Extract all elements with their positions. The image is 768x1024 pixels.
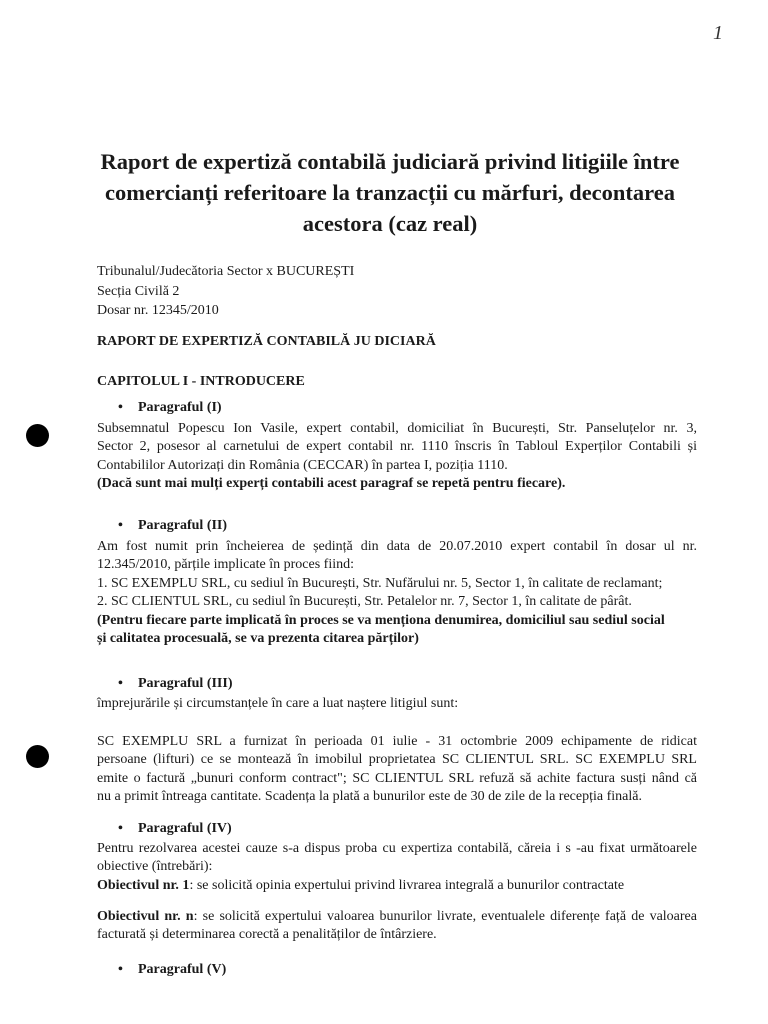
section-body-p3: [97, 733, 697, 807]
section-body-p4: [97, 840, 697, 895]
bullet-icon: •: [118, 400, 123, 415]
section-heading-p2: • Paragraful (II): [118, 518, 228, 533]
objective-label: Obiectivul nr. n: [97, 909, 194, 924]
bullet-icon: •: [118, 821, 123, 836]
section-heading-p5: • Paragraful (V): [118, 962, 227, 977]
text-line: Subsemnatul Popescu Ion Vasile, expert contabil, domiciliat în București, Str. Panseluțelor nr. 3,: [97, 421, 697, 436]
report-heading: RAPORT DE EXPERTIZĂ CONTABILĂ JU DICIARĂ: [97, 334, 436, 349]
bullet-icon: •: [118, 962, 123, 977]
court-name: Tribunalul/Judecătoria Sector x BUCUREȘTI: [97, 264, 355, 279]
section-body-p2: [97, 538, 697, 648]
objective-1: [97, 877, 697, 895]
text-line: obiective (întrebări):: [97, 859, 213, 875]
text-line: Sector 2, posesor al carnetului de expert contabil nr. 1110 înscris în Tabloul Experților Contabili și: [97, 439, 697, 455]
objective-n: [97, 908, 697, 945]
punch-hole-top: [26, 424, 49, 447]
section-heading-p4: • Paragraful (IV): [118, 821, 232, 836]
court-section: Secția Civilă 2: [97, 283, 180, 299]
objective-text: : se solicită expertului valoarea bunurilor livrate, eventualele diferențe față de valoarea: [193, 909, 697, 924]
text-line: emite o factură „bunuri conform contract"; SC CLIENTUL SRL refuză să achite factura susți nând că: [97, 770, 697, 786]
text-line: 1. SC EXEMPLU SRL, cu sediul în București, Str. Nufărului nr. 5, Sector 1, în calitate de reclamant;: [97, 575, 663, 591]
section-heading-p1: • Paragraful (I): [118, 400, 222, 415]
text-line: Am fost numit prin încheierea de ședință din data de 20.07.2010 expert contabil în dosar ul nr.: [97, 539, 697, 554]
text-line: SC EXEMPLU SRL a furnizat în perioada 01 iulie - 31 octombrie 2009 echipamente de ridicat: [97, 734, 697, 749]
section-note: (Dacă sunt mai mulți experți contabili acest paragraf se repetă pentru fiecare).: [97, 476, 566, 492]
objective-text: : se solicită opinia expertului privind livrarea integrală a bunurilor contractate: [189, 877, 625, 893]
objective-label: Obiectivul nr. 1: [97, 877, 190, 893]
text-line: Pentru rezolvarea acestei cauze s-a dispus proba cu expertiza contabilă, căreia i s -au fixat următoarele: [97, 841, 697, 856]
punch-hole-bottom: [26, 745, 49, 768]
section-body-p1: [97, 420, 697, 494]
case-number: Dosar nr. 12345/2010: [97, 303, 219, 318]
page-number-mark: 1: [713, 22, 723, 44]
text-line: facturată și determinarea corectă a penalităților de întârziere.: [97, 927, 437, 943]
document-title: Raport de expertiză contabilă judiciară privind litigiile între comercianți referitoare la tranzacții cu mărfuri, decontarea acestora (caz real): [100, 149, 680, 236]
court-header: [97, 262, 697, 321]
text-line: 2. SC CLIENTUL SRL, cu sediul în București, Str. Petalelor nr. 7, Sector 1, în calitate de pârât.: [97, 594, 632, 610]
section-heading-p3: • Paragraful (III): [118, 676, 233, 691]
bullet-icon: •: [118, 676, 123, 691]
section-note: (Pentru fiecare parte implicată în proces se va menționa denumirea, domiciliul sau sediul social: [97, 612, 665, 628]
text-line: nu a primit întreaga cantitate. Scadența la plată a bunurilor este de 30 de zile de la recepția finală.: [97, 789, 642, 805]
section-note: și calitatea procesuală, se va prezenta citarea părților): [97, 631, 419, 647]
text-line: 12.345/2010, părțile implicate în proces fiind:: [97, 557, 354, 573]
chapter-heading: CAPITOLUL I - INTRODUCERE: [97, 374, 305, 389]
text-line: persoane (lifturi) ce se montează în imobilul proprietatea SC CLIENTUL SRL. SC EXEMPLU SRL: [97, 752, 697, 768]
text-line: Contabililor Autorizați din România (CECCAR) în partea I, poziția 1110.: [97, 457, 508, 473]
section-intro-p3: împrejurările și circumstanțele în care a luat naștere litigiul sunt:: [97, 696, 459, 711]
bullet-icon: •: [118, 518, 123, 533]
